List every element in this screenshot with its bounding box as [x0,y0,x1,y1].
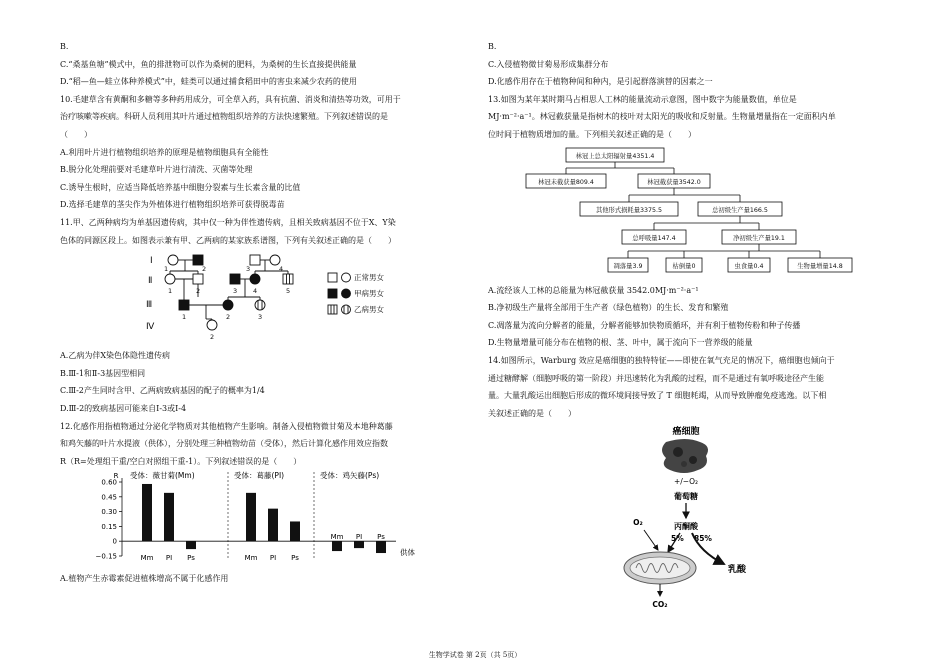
text-line: B.脱分化处理前要对毛建草叶片进行清洗、灭菌等处理 [60,165,253,175]
text-line: 色体的同源区段上。如图表示兼有甲、乙两病的某家族系谱图，下列有关叙述正确的是（ ） [60,235,396,245]
legend-label: 正常男女 [354,273,384,283]
category-label: Mm [140,554,154,563]
page-footer: 生物学试卷 第 2页（共 5页） [428,651,522,659]
warburg-diagram [488,422,893,612]
pedigree-number: 2 [210,333,215,342]
energy-label-biomass: 生物量增量14.8 [797,262,843,270]
text-line: A.乙病为伴X染色体隐性遗传病 [60,351,171,361]
text-line: D.化感作用存在于植物种间和种内，是引起群落演替的因素之一 [488,77,713,87]
left-column [60,38,465,588]
mitochondrion-icon [624,552,696,584]
pedigree-female-disease-a [250,274,260,284]
text-line: （ ） [60,129,92,139]
text-line: 14.如图所示，Warburg 效应是癌细胞的独特特征——即使在氧气充足的情况下，癌细胞也倾向于 [488,355,835,365]
cancer-cell-icon [662,439,708,473]
bar-ps [290,522,300,542]
text-line: C.入侵植物微甘菊易形成集群分布 [488,59,609,69]
pedigree-number: 1 [168,287,173,296]
pedigree-male-normal [193,274,203,284]
pedigree-chart [60,249,465,347]
text-line: A.流经该人工林的总能量为林冠截获量 3542.0MJ·m⁻²·a⁻¹ [488,285,699,295]
category-label: PI [165,554,173,563]
legend-label: 甲病男女 [354,289,384,299]
energy-label-herbivory: 虫食量0.4 [734,262,764,270]
category-label: Ps [377,533,385,542]
text-line: C.诱导生根时，应适当降低培养基中细胞分裂素与生长素含量的比值 [60,182,301,192]
text-line: B. [60,42,69,51]
y-tick-label: 0.15 [101,523,117,532]
pedigree-number: 4 [279,265,284,274]
pedigree-number: 3 [233,287,238,296]
left-text-bottom [60,570,465,588]
bar-mm [332,541,342,551]
percent-5-label: 5% [671,534,684,544]
generation-label: Ⅱ [148,276,153,287]
energy-label-gpp: 总初级生产量166.5 [712,206,768,214]
text-line: D.Ⅲ-2的致病基因可能来自Ⅰ-3或Ⅰ-4 [60,403,187,413]
category-label: PI [355,533,363,542]
y-axis-label: R [113,472,119,481]
bar-pi [268,509,278,542]
pedigree-female-normal [165,274,175,284]
text-line: D.选择毛建草的茎尖作为外植体进行植物组织培养可获得脱毒苗 [60,200,285,210]
text-line: 和鸡矢藤的叶片水提液（供体），分别处理三种植物幼苗（受体），然后计算化感作用效应指数 [60,439,388,449]
energy-flow-figure [488,144,893,282]
pyruvate-label: 丙酮酸 [674,522,698,532]
left-text-top [60,38,465,249]
legend-male-disease-b [328,305,337,314]
oxygen-arrow [644,530,658,550]
energy-label-npp: 净初级生产量19.1 [733,234,785,242]
y-tick-label: 0.60 [101,478,117,487]
right-text-top [488,38,893,144]
text-line: B.Ⅲ-1和Ⅱ-3基因型相同 [60,368,146,378]
energy-label-root: 林冠上总太阳辐射量4351.4 [575,152,655,160]
pedigree-number: 3 [246,265,251,274]
oxygen-condition-label: +/−O₂ [673,477,699,487]
category-label: PI [269,554,277,563]
pedigree-female-disease-b [255,300,265,310]
legend-male-normal [328,273,337,282]
left-text-middle [60,347,465,470]
text-line: C.凋落量为流向分解者的能量，分解者能够加快物质循环，并有利于植物传粉和种子传播 [488,320,801,330]
generation-label: Ⅰ [150,256,153,267]
energy-label-uncaptured: 林冠未截获量809.4 [538,178,594,186]
allelopathy-bar-chart [60,470,465,570]
text-line: C.Ⅲ-2产生同时含甲、乙两病致病基因的配子的概率为1/4 [60,386,265,396]
warburg-figure [488,422,893,612]
bar-pi [354,541,364,548]
text-line: 关叙述正确的是（ ） [488,408,576,418]
generation-label: Ⅲ [146,300,153,311]
text-line: 通过糖酵解（细胞呼吸的第一阶段）并迅速转化为乳酸的过程，而不是通过有氧呼吸途径产生能 [488,373,824,383]
energy-label-respiration: 总呼吸量147.4 [632,234,676,242]
percent-85-label: 85% [694,534,712,544]
text-line: 10.毛建草含有黄酮和多糖等多种药用成分，可全草入药，具有抗菌、消炎和清热等功效，可用于 [60,94,401,104]
pedigree-male-disease-a [179,300,189,310]
legend-female-normal [342,273,351,282]
text-line: 位时间于植物质增加的量。下列相关叙述正确的是（ ） [488,129,696,139]
panel-title: 受体：葛藤(PI) [234,471,285,481]
text-line: MJ·m⁻²·a⁻¹。林冠截获量是指树木的枝叶对太阳光的吸收和反射量。生物量增量指在一定面积内单 [488,112,836,122]
category-label: Ps [291,554,299,563]
pedigree-number: 3 [258,313,263,322]
text-line: 治疗咳嗽等疾病。科研人员利用其叶片通过植物组织培养的方法快速繁殖。下列叙述错误的是 [60,112,388,122]
pedigree-female-normal [207,320,217,330]
allelopathy-chart-figure [60,470,465,570]
pedigree-female-disease-a [223,300,233,310]
text-line: R（R=处理组干重/空白对照组干重-1）。下列叙述错误的是（ ） [60,456,302,466]
bar-ps [376,541,386,553]
pedigree-male-disease-a [230,274,240,284]
pedigree-female-normal [168,255,178,265]
text-line: B. [488,42,497,51]
pedigree-number: 1 [164,265,169,274]
category-label: Ps [187,554,195,563]
pedigree-number: 1 [182,313,187,322]
glucose-label: 葡萄糖 [674,492,698,502]
generation-label: Ⅳ [146,322,155,333]
text-line: 13.如图为某年某时期马占相思人工林的能量流动示意图，图中数字为能量数值，单位是 [488,94,797,104]
right-text-middle [488,282,893,423]
text-line: 量。大量乳酸运出细胞后形成的微环境间接导致了 T 细胞耗竭，从而导致肿瘤免疫逃逸。以下相 [488,391,827,401]
energy-label-other-loss: 其他形式损耗量3375.5 [595,206,663,214]
y-tick-label: 0.45 [101,493,117,502]
pedigree-female-normal [270,255,280,265]
panel-title: 受体：薇甘菊(Mm) [130,471,195,481]
text-line: A.利用叶片进行植物组织培养的原理是植物细胞具有全能性 [60,147,269,157]
pedigree-male-normal [250,255,260,265]
right-column [488,38,893,612]
y-tick-label: 0.30 [101,508,117,517]
legend-male-disease-a [328,289,337,298]
pedigree-figure [60,249,465,347]
legend-female-disease-a [342,289,351,298]
text-line: C.“桑基鱼塘”模式中，鱼的排泄物可以作为桑树的肥料，为桑树的生长直接提供能量 [60,59,357,69]
energy-label-deadfall: 枯倒量0 [672,262,696,270]
lactate-label: 乳酸 [728,565,747,576]
category-label: Mm [244,554,258,563]
bar-mm [142,484,152,541]
bar-ps [186,541,196,549]
cancer-cell-label: 癌细胞 [672,427,700,438]
text-line: D.生物量增量可能分布在植物的根、茎、叶中，属于流向下一营养级的能量 [488,338,753,348]
pedigree-number: 2 [226,313,231,322]
pedigree-number: 4 [253,287,258,296]
co2-label: CO₂ [652,600,668,610]
text-line: 12.化感作用指植物通过分泌化学物质对其他植物产生影响。制备入侵植物微甘菊及本地种葛藤 [60,421,393,431]
energy-flow-diagram [488,144,893,282]
y-tick-label: 0 [112,537,117,546]
pedigree-number: 2 [202,265,207,274]
pedigree-number: 2 [196,287,201,296]
oxygen-label: O₂ [633,518,643,528]
y-tick-label: −0.15 [95,552,117,561]
pedigree-male-disease-a [193,255,203,265]
legend-label: 乙病男女 [354,305,384,315]
category-label: Mm [330,533,344,542]
text-line: A.植物产生赤霉素促进植株增高不属于化感作用 [60,574,229,584]
energy-label-litter: 凋落量3.9 [613,262,643,270]
pedigree-number: 5 [286,287,291,296]
energy-label-captured: 林冠截获量3542.0 [647,178,701,186]
panel-title: 受体：鸡矢藤(Ps) [320,471,380,481]
bar-mm [246,493,256,541]
text-line: D.“稻—鱼—蛙立体种养模式”中，蛙类可以通过捕食稻田中的害虫来减少农药的使用 [60,77,357,87]
text-line: 11.甲、乙两种病均为单基因遗传病，其中仅一种为伴性遗传病，且相关致病基因不位于X、Y染 [60,217,396,227]
text-line: B.净初级生产量将全部用于生产者（绿色植物）的生长、发育和繁殖 [488,303,729,313]
legend-female-disease-b [342,305,351,314]
x-axis-label: 供体 [400,548,415,558]
bar-pi [164,493,174,541]
pedigree-male-disease-b [283,274,293,284]
